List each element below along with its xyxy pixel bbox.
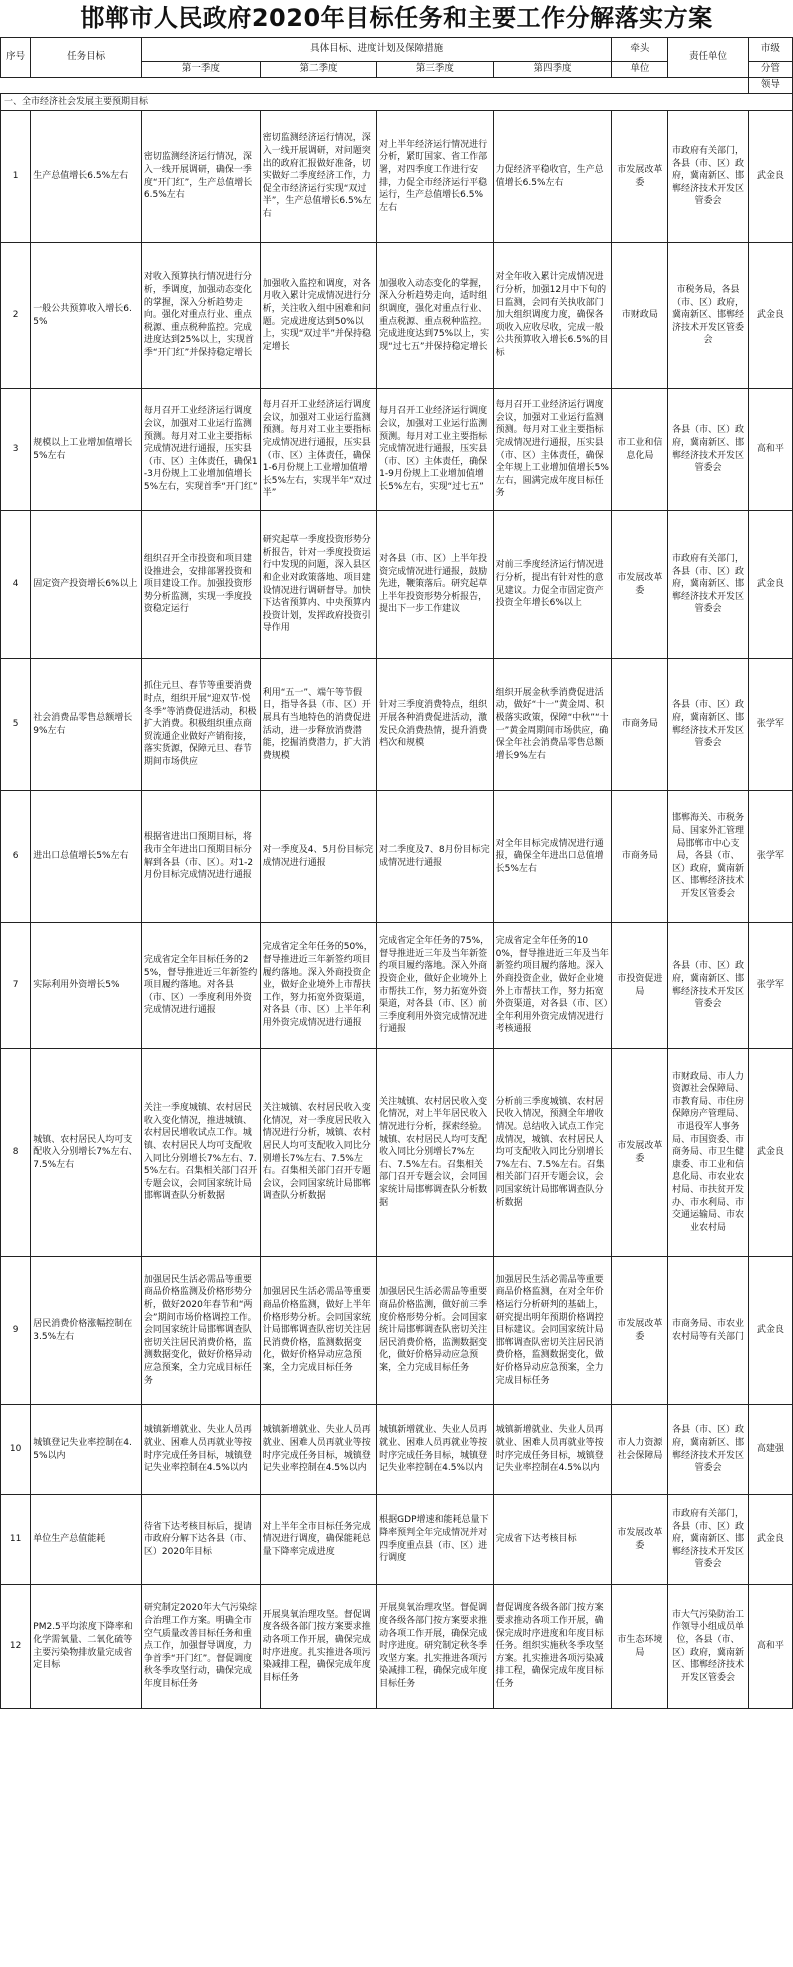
header-q4: 第四季度: [493, 62, 612, 78]
header-q2: 第二季度: [260, 62, 376, 78]
q3-plan: 对二季度及7、8月份目标完成情况进行通报: [377, 791, 493, 923]
lead-unit: 市发展改革委: [612, 111, 668, 243]
lead-unit: 市商务局: [612, 791, 668, 923]
responsible-units: 各县（市、区）政府，冀南新区、邯郸经济技术开发区管委会: [668, 389, 748, 511]
mayor-in-charge: 武金良: [748, 1257, 792, 1405]
task-goal: 单位生产总值能耗: [31, 1495, 142, 1585]
q4-plan: 督促调度各级各部门按方案要求推动各项工作开展，确保完成时序进度和年度目标任务。组织实施秋冬季攻坚方案。扎实推进各项污染减排工程，确保完成年度目标任务: [493, 1585, 612, 1709]
row-number: 8: [1, 1049, 31, 1257]
task-goal: 实际利用外资增长5%: [31, 923, 142, 1049]
lead-unit: 市发展改革委: [612, 1257, 668, 1405]
q1-plan: 城镇新增就业、失业人员再就业、困难人员再就业等按时序完成任务目标，城镇登记失业率控制在4.5%以内: [141, 1405, 260, 1495]
row-number: 6: [1, 791, 31, 923]
q2-plan: 加强收入监控和调度，对各月收入累计完成情况进行分析，关注收入组中困难和问题。完成进度达到50%以上，实现“双过半”并保持稳定增长: [260, 243, 376, 389]
row-number: 10: [1, 1405, 31, 1495]
row-number: 2: [1, 243, 31, 389]
header-lead-top: 牵头: [612, 38, 668, 62]
q4-plan: 对全年收入累计完成情况进行分析，加强12月中下旬的日监测，会同有关执收部门加大组织调度力度，确保各项收入应收尽收，完成一般公共预算收入增长6.5%的目标: [493, 243, 612, 389]
q3-plan: 开展臭氧治理攻坚。督促调度各级各部门按方案要求推动各项工作开展，确保完成时序进度。研究制定秋冬季攻坚方案。扎实推进各项污染减排工程，确保完成年度目标任务: [377, 1585, 493, 1709]
lead-unit: 市商务局: [612, 659, 668, 791]
lead-unit: 市人力资源社会保障局: [612, 1405, 668, 1495]
task-goal: 居民消费价格涨幅控制在3.5%左右: [31, 1257, 142, 1405]
row-number: 11: [1, 1495, 31, 1585]
mayor-in-charge: 张学军: [748, 659, 792, 791]
responsible-units: 市政府有关部门，各县（市、区）政府，冀南新区、邯郸经济技术开发区管委会: [668, 511, 748, 659]
mayor-in-charge: 武金良: [748, 511, 792, 659]
lead-unit: 市生态环境局: [612, 1585, 668, 1709]
task-goal: 生产总值增长6.5%左右: [31, 111, 142, 243]
q1-plan: 密切监测经济运行情况，深入一线开展调研，确保一季度“开门红”，生产总值增长6.5%左右: [141, 111, 260, 243]
section-title: 一、全市经济社会发展主要预期目标: [1, 94, 793, 111]
header-q1: 第一季度: [141, 62, 260, 78]
task-goal: 社会消费品零售总额增长9%左右: [31, 659, 142, 791]
row-number: 12: [1, 1585, 31, 1709]
task-goal: 城镇登记失业率控制在4.5%以内: [31, 1405, 142, 1495]
q4-plan: 完成省下达考核目标: [493, 1495, 612, 1585]
mayor-in-charge: 高和平: [748, 1585, 792, 1709]
q2-plan: 关注城镇、农村居民收入变化情况，对一季度居民收入情况进行分析，城镇、农村居民人均可支配收入同比分别增长7%左右、7.5%左右。召集相关部门召开专题会议，会同国家统计局邯郸调查队分析数据: [260, 1049, 376, 1257]
table-row: [1, 923, 793, 1049]
q2-plan: 利用“五一”、端午等节假日，指导各县（市、区）开展具有当地特色的消费促进活动，进一步释放消费潜能，挖掘消费潜力，扩大消费规模: [260, 659, 376, 791]
q1-plan: 每月召开工业经济运行调度会议，加强对工业运行监测预测。每月对工业主要指标完成情况进行通报，压实县（市、区）主体责任，确保1-3月份规上工业增加值增长5%左右，实现首季“开门红”: [141, 389, 260, 511]
row-number: 1: [1, 111, 31, 243]
q2-plan: 完成省定全年任务的50%，督导推进近三年新签约项目履约落地。深入外商投资企业，做好企业境外上市帮扶工作，努力拓宽外资渠道，对各县（市、区）上半年利用外资完成情况进行通报: [260, 923, 376, 1049]
task-goal: 城镇、农村居民人均可支配收入分别增长7%左右、7.5%左右: [31, 1049, 142, 1257]
lead-unit: 市发展改革委: [612, 1495, 668, 1585]
task-goal: 规模以上工业增加值增长5%左右: [31, 389, 142, 511]
table-row: [1, 389, 793, 511]
document-title: 邯郸市人民政府2020年目标任务和主要工作分解落实方案: [80, 4, 713, 32]
lead-unit: 市投资促进局: [612, 923, 668, 1049]
q4-plan: 对前三季度经济运行情况进行分析，提出有针对性的意见建议。力促全市固定资产投资全年增长6%以上: [493, 511, 612, 659]
task-goal: 一般公共预算收入增长6.5%: [31, 243, 142, 389]
mayor-in-charge: 武金良: [748, 1495, 792, 1585]
q4-plan: 加强居民生活必需品等重要商品价格监测，在对全年价格运行分析研判的基础上，研究提出明年预期价格调控目标建议。会同国家统计局邯郸调查队密切关注居民消费价格，监测数据变化，做好价格异动应急预案，全力完成目标任务: [493, 1257, 612, 1405]
responsible-units: 市大气污染防治工作领导小组成员单位，各县（市、区）政府，冀南新区、邯郸经济技术开发区管委会: [668, 1585, 748, 1709]
q4-plan: 每月召开工业经济运行调度会议，加强对工业运行监测预测。每月对工业主要指标完成情况进行通报，压实县（市、区）主体责任，确保全年规上工业增加值增长5%左右，圆满完成年度目标任务: [493, 389, 612, 511]
q1-plan: 研究制定2020年大气污染综合治理工作方案。明确全市空气质量改善目标任务和重点工作，加强督导调度，力争首季“开门红”。督促调度秋冬季攻坚行动，确保完成年度目标任务: [141, 1585, 260, 1709]
table-row: [1, 1049, 793, 1257]
q3-plan: 加强收入动态变化的掌握，深入分析趋势走向，适时组织调度，强化对重点行业、重点税源、重点税种监控。完成进度达到75%以上，实现“过七五”并保持稳定增长: [377, 243, 493, 389]
task-goal: PM2.5平均浓度下降率和化学需氧量、二氧化硫等主要污染物排放量完成省定目标: [31, 1585, 142, 1709]
header-mayor-3: 领导: [748, 78, 792, 94]
q2-plan: 密切监测经济运行情况，深入一线开展调研，对问题突出的政府汇报做好准备，切实做好二季度经济工作，力促全市经济运行实现“双过半”，生产总值增长6.5%左右: [260, 111, 376, 243]
q1-plan: 对收入预算执行情况进行分析，季调度，加强动态变化的掌握，深入分析趋势走向。强化对重点行业、重点税源、重点税种监控。完成进度达到25%以上，实现首季“开门红”并保持稳定增长: [141, 243, 260, 389]
responsible-units: 各县（市、区）政府，冀南新区、邯郸经济技术开发区管委会: [668, 659, 748, 791]
table-row: [1, 111, 793, 243]
mayor-in-charge: 武金良: [748, 243, 792, 389]
q3-plan: 对各县（市、区）上半年投资完成情况进行通报，鼓励先进，鞭策落后。研究起草上半年投资形势分析报告，提出下一步工作建议: [377, 511, 493, 659]
table-row: [1, 1405, 793, 1495]
q2-plan: 对一季度及4、5月份目标完成情况进行通报: [260, 791, 376, 923]
table-row: [1, 511, 793, 659]
header-mayor-1: 市级: [748, 38, 792, 62]
responsible-units: 市财政局、市人力资源社会保障局、市教育局、市住房保障房产管理局、市退役军人事务局、市国资委、市商务局、市卫生健康委、市工业和信息化局、市农业农村局、市扶贫开发办、市水利局、市交通运输局、市农业农村局: [668, 1049, 748, 1257]
mayor-in-charge: 高和平: [748, 389, 792, 511]
q4-plan: 组织开展金秋季消费促进活动，做好“十一”黄金周、积极落实政策，保障“中秋”“十一”黄金周期间市场供应，确保全年社会消费品零售总额增长9%左右: [493, 659, 612, 791]
table-row: [1, 1585, 793, 1709]
q3-plan: 对上半年经济运行情况进行分析，紧盯国家、省工作部署，对四季度工作进行安排，力促全市经济运行平稳运行，生产总值增长6.5%左右: [377, 111, 493, 243]
row-number: 4: [1, 511, 31, 659]
responsible-units: 市商务局、市农业农村局等有关部门: [668, 1257, 748, 1405]
q1-plan: 抓住元旦、春节等重要消费时点，组织开展“迎双节·悦冬季”等消费促进活动，积极扩大消费。积极组织重点商贸流通企业做好产销衔接，落实货源，保障元旦、春节期间市场供应: [141, 659, 260, 791]
q1-plan: 关注一季度城镇、农村居民收入变化情况，推进城镇、农村居民增收试点工作。城镇、农村居民人均可支配收入同比分别增长7%左右、7.5%左右。召集相关部门召开专题会议，会同国家统计局邯郸调查队分析数据: [141, 1049, 260, 1257]
lead-unit: 市工业和信息化局: [612, 389, 668, 511]
responsible-units: 各县（市、区）政府，冀南新区、邯郸经济技术开发区管委会: [668, 923, 748, 1049]
header-measures: 具体目标、进度计划及保障措施: [141, 38, 612, 62]
q1-plan: 完成省定全年目标任务的25%，督导推进近三年新签约项目履约落地。对各县（市、区）一季度利用外资完成情况进行通报: [141, 923, 260, 1049]
q3-plan: 针对三季度消费特点，组织开展各种消费促进活动，激发民众消费热情，提升消费档次和规模: [377, 659, 493, 791]
responsible-units: 邯郸海关、市税务局、国家外汇管理局邯郸市中心支局，各县（市、区）政府，冀南新区、邯郸经济技术开发区管委会: [668, 791, 748, 923]
task-goal: 进出口总值增长5%左右: [31, 791, 142, 923]
row-number: 7: [1, 923, 31, 1049]
responsible-units: 各县（市、区）政府，冀南新区、邯郸经济技术开发区管委会: [668, 1405, 748, 1495]
header-task: 任务目标: [31, 38, 142, 78]
header-no: 序号: [1, 38, 31, 78]
header-responsible: 责任单位: [668, 38, 748, 78]
row-number: 5: [1, 659, 31, 791]
q4-plan: 对全年目标完成情况进行通报，确保全年进出口总值增长5%左右: [493, 791, 612, 923]
q1-plan: 根据省进出口预期目标，将我市全年进出口预期目标分解到各县（市、区）。对1-2月份目标完成情况进行通报: [141, 791, 260, 923]
row-number: 9: [1, 1257, 31, 1405]
mayor-in-charge: 高建强: [748, 1405, 792, 1495]
q3-plan: 完成省定全年任务的75%，督导推进近三年及当年新签约项目履约落地。深入外商投资企业，做好企业境外上市帮扶工作，努力拓宽外资渠道，对各县（市、区）前三季度利用外资完成情况进行通报: [377, 923, 493, 1049]
header-lead-bottom: 单位: [612, 62, 668, 78]
q3-plan: 根据GDP增速和能耗总量下降率预判全年完成情况并对四季度重点县（市、区）进行调度: [377, 1495, 493, 1585]
lead-unit: 市发展改革委: [612, 511, 668, 659]
q2-plan: 对上半年全市目标任务完成情况进行调度，确保能耗总量下降率完成进度: [260, 1495, 376, 1585]
q4-plan: 力促经济平稳收官，生产总值增长6.5%左右: [493, 111, 612, 243]
row-number: 3: [1, 389, 31, 511]
q3-plan: 关注城镇、农村居民收入变化情况，对上半年居民收入情况进行分析，探索经验。城镇、农村居民人均可支配收入同比分别增长7%左右、7.5%左右。召集相关部门召开专题会议，会同国家统计局邯郸调查队分析数据: [377, 1049, 493, 1257]
table-row: [1, 243, 793, 389]
lead-unit: 市发展改革委: [612, 1049, 668, 1257]
header-q3: 第三季度: [377, 62, 493, 78]
q4-plan: 城镇新增就业、失业人员再就业、困难人员再就业等按时序完成任务目标，城镇登记失业率控制在4.5%以内: [493, 1405, 612, 1495]
q3-plan: 加强居民生活必需品等重要商品价格监测，做好前三季度价格形势分析。会同国家统计局邯郸调查队密切关注居民消费价格，监测数据变化，做好价格异动应急预案，全力完成目标任务: [377, 1257, 493, 1405]
responsible-units: 市政府有关部门，各县（市、区）政府，冀南新区、邯郸经济技术开发区管委会: [668, 111, 748, 243]
q4-plan: 完成省定全年任务的100%，督导推进近三年及当年新签约项目履约落地。深入外商投资企业，做好企业境外上市帮扶工作，努力拓宽外资渠道，对各县（市、区）全年利用外资完成情况进行考核通报: [493, 923, 612, 1049]
q1-plan: 组织召开全市投资和项目建设推进会，安排部署投资和项目建设工作。加强投资形势分析监测，实现一季度投资稳定运行: [141, 511, 260, 659]
responsible-units: 市税务局，各县（市、区）政府，冀南新区、邯郸经济技术开发区管委会: [668, 243, 748, 389]
table-row: [1, 791, 793, 923]
task-table: [0, 37, 793, 1709]
q4-plan: 分析前三季度城镇、农村居民收入情况，预测全年增收情况。总结收入试点工作完成情况，城镇、农村居民人均可支配收入同比分别增长7%左右、7.5%左右。召集相关部门召开专题会议，会同国家统计局邯郸调查队分析数据: [493, 1049, 612, 1257]
mayor-in-charge: 张学军: [748, 791, 792, 923]
mayor-in-charge: 武金良: [748, 111, 792, 243]
mayor-in-charge: 张学军: [748, 923, 792, 1049]
table-row: [1, 1257, 793, 1405]
q2-plan: 每月召开工业经济运行调度会议，加强对工业运行监测预测。每月对工业主要指标完成情况进行通报，压实县（市、区）主体责任，确保1-6月份规上工业增加值增长5%左右，实现半年“双过半”: [260, 389, 376, 511]
q3-plan: 每月召开工业经济运行调度会议，加强对工业运行监测预测。每月对工业主要指标完成情况进行通报，压实县（市、区）主体责任，确保1-9月份规上工业增加值增长5%左右，实现“过七五”: [377, 389, 493, 511]
task-goal: 固定资产投资增长6%以上: [31, 511, 142, 659]
table-row: [1, 1495, 793, 1585]
responsible-units: 市政府有关部门，各县（市、区）政府，冀南新区、邯郸经济技术开发区管委会: [668, 1495, 748, 1585]
q1-plan: 待省下达考核目标后，提请市政府分解下达各县（市、区）2020年目标: [141, 1495, 260, 1585]
table-row: [1, 659, 793, 791]
q2-plan: 研究起草一季度投资形势分析报告，针对一季度投资运行中发现的问题，深入县区和企业对政策落地、项目建设情况进行调研督导。加快下达省预算内、中央预算内投资计划，发挥政府投资引导作用: [260, 511, 376, 659]
mayor-in-charge: 武金良: [748, 1049, 792, 1257]
q1-plan: 加强居民生活必需品等重要商品价格监测及价格形势分析，做好2020年春节和“两会”期间市场价格调控工作。会同国家统计局邯郸调查队密切关注居民消费价格，监测数据变化，做好价格异动应急预案，全力完成目标任务: [141, 1257, 260, 1405]
header-mayor-2: 分管: [748, 62, 792, 78]
q3-plan: 城镇新增就业、失业人员再就业、困难人员再就业等按时序完成任务目标，城镇登记失业率控制在4.5%以内: [377, 1405, 493, 1495]
q2-plan: 加强居民生活必需品等重要商品价格监测，做好上半年价格形势分析。会同国家统计局邯郸调查队密切关注居民消费价格，监测数据变化，做好价格异动应急预案，全力完成目标任务: [260, 1257, 376, 1405]
q2-plan: 城镇新增就业、失业人员再就业、困难人员再就业等按时序完成任务目标，城镇登记失业率控制在4.5%以内: [260, 1405, 376, 1495]
lead-unit: 市财政局: [612, 243, 668, 389]
q2-plan: 开展臭氧治理攻坚。督促调度各级各部门按方案要求推动各项工作开展，确保完成时序进度。扎实推进各项污染减排工程，确保完成年度目标任务: [260, 1585, 376, 1709]
